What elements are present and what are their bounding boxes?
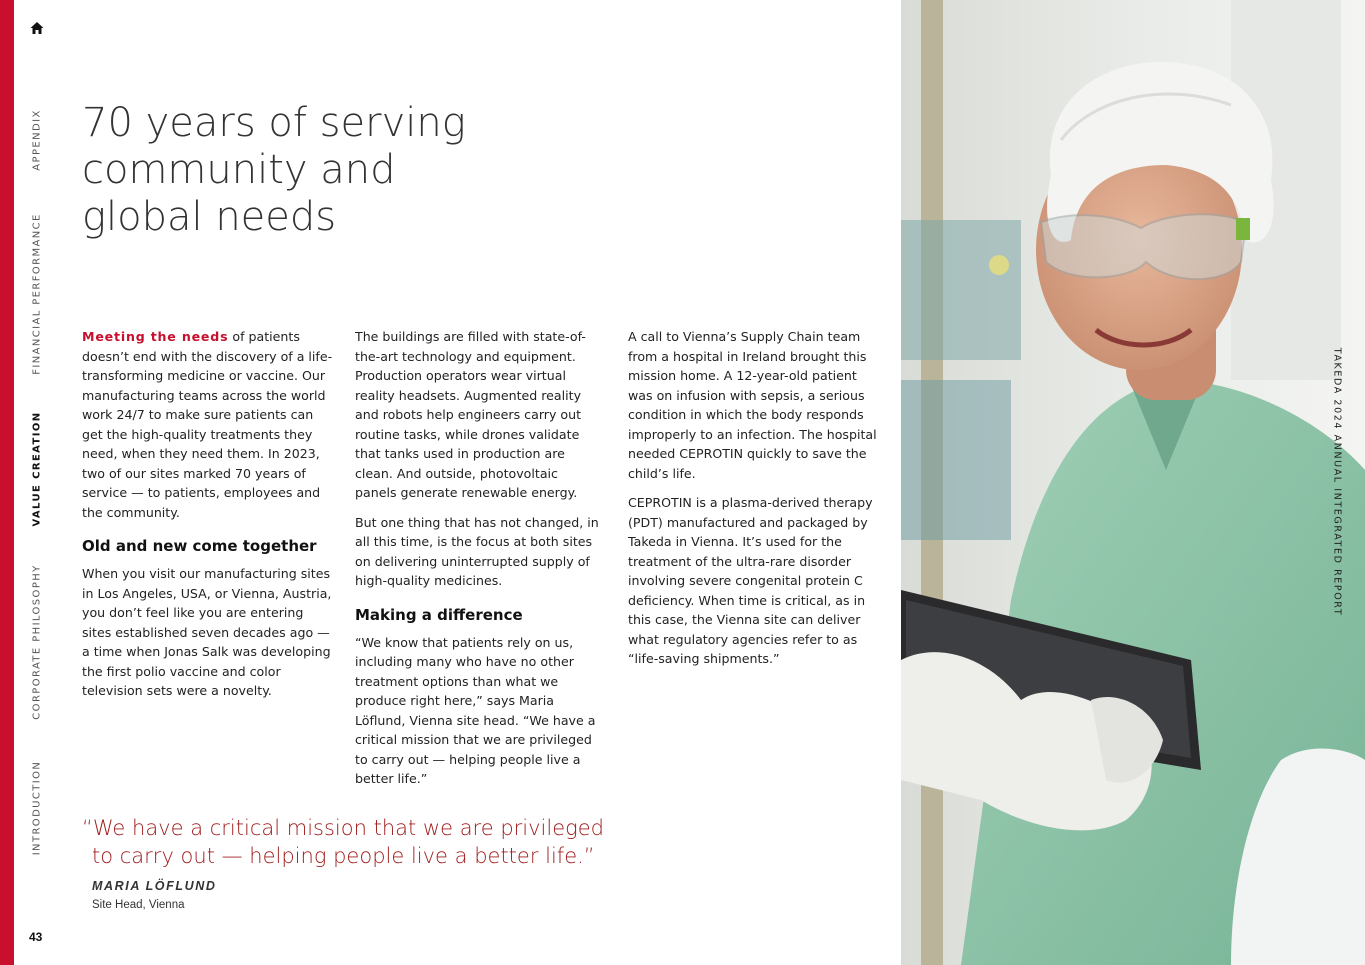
text-column-3 — [628, 327, 878, 679]
nav-corporate-philosophy[interactable]: CORPORATE PHILOSOPHY — [31, 564, 43, 720]
paragraph: “We know that patients rely on us, including many who have no other treatment options than what we produce right here,” says Maria Löflund, Vienna site head. “We have a critical mission that we are privileged to carry out — helping people live a better life.” — [355, 634, 596, 786]
title-line-1: 70 years of serving — [82, 100, 466, 146]
home-icon[interactable] — [29, 20, 45, 36]
report-label: TAKEDA 2024 ANNUAL INTEGRATED REPORT — [1331, 347, 1343, 617]
paragraph: But one thing that has not changed, in all this time, is the focus at both sites on delivering uninterrupted supply of high-quality medicines. — [355, 514, 599, 588]
pull-quote — [82, 814, 702, 870]
nav-appendix[interactable]: APPENDIX — [31, 109, 43, 171]
worker-photo-illustration — [901, 0, 1365, 965]
quote-line-2: to carry out — helping people live a better life.” — [92, 844, 595, 868]
page-number: 43 — [29, 930, 43, 944]
paragraph: The buildings are filled with state-of-the-art technology and equipment. Production operators wear virtual reality headsets. Augmented reality and robots help engineers carry out routine tasks, while drones validate that tanks used in production are clean. And outside, photovoltaic panels generate renewable energy. — [355, 329, 586, 500]
section-heading-making-a-difference: Making a difference — [355, 605, 523, 624]
paragraph: When you visit our manufacturing sites in Los Angeles, USA, or Vienna, Austria, you don’t feel like you are entering sites established seven decades ago — a time when Jonas Salk was developing the first polio vaccine and color television sets were a novelty. — [82, 566, 332, 698]
title-line-3: global needs — [82, 194, 337, 240]
worker-photo — [901, 0, 1365, 965]
quote-author-role: Site Head, Vienna — [92, 899, 185, 911]
intro-text: of patients doesn’t end with the discovery of a life-transforming medicine or vaccine. Our manufacturing teams across the world work 24/7 to make sure patients can get the high-quality treatments they need, when they need them. In 2023, two of our sites marked 70 years of service — to patients, employees and the community. — [82, 329, 333, 520]
lead-in: Meeting the needs — [82, 329, 229, 344]
intro-paragraph — [82, 327, 334, 522]
nav-financial-performance[interactable]: FINANCIAL PERFORMANCE — [31, 213, 43, 375]
title-line-2: community and — [82, 147, 396, 193]
nav-introduction[interactable]: INTRODUCTION — [31, 760, 43, 856]
section-heading-old-and-new: Old and new come together — [82, 537, 317, 555]
paragraph: A call to Vienna’s Supply Chain team from a hospital in Ireland brought this mission home. A 12-year-old patient was on infusion with sepsis, a serious condition in which the body responds improperly to an infection. The hospital needed CEPROTIN quickly to save the child’s life. — [628, 329, 877, 481]
page-title — [82, 100, 502, 241]
quote-author: MARIA LÖFLUND — [92, 879, 217, 893]
quote-line-1: “We have a critical mission that we are privileged — [82, 816, 604, 840]
text-column-2 — [355, 327, 603, 799]
nav-value-creation[interactable]: VALUE CREATION — [31, 411, 43, 527]
text-column-1 — [82, 327, 334, 711]
accent-bar — [0, 0, 14, 965]
paragraph: CEPROTIN is a plasma-derived therapy (PDT) manufactured and packaged by Takeda in Vienna. It’s used for the treatment of the ultra-rare disorder involving severe congenital protein C deficiency. When time is critical, as in this case, the Vienna site can deliver what regulatory agencies refer to as “life-saving shipments.” — [628, 495, 873, 666]
